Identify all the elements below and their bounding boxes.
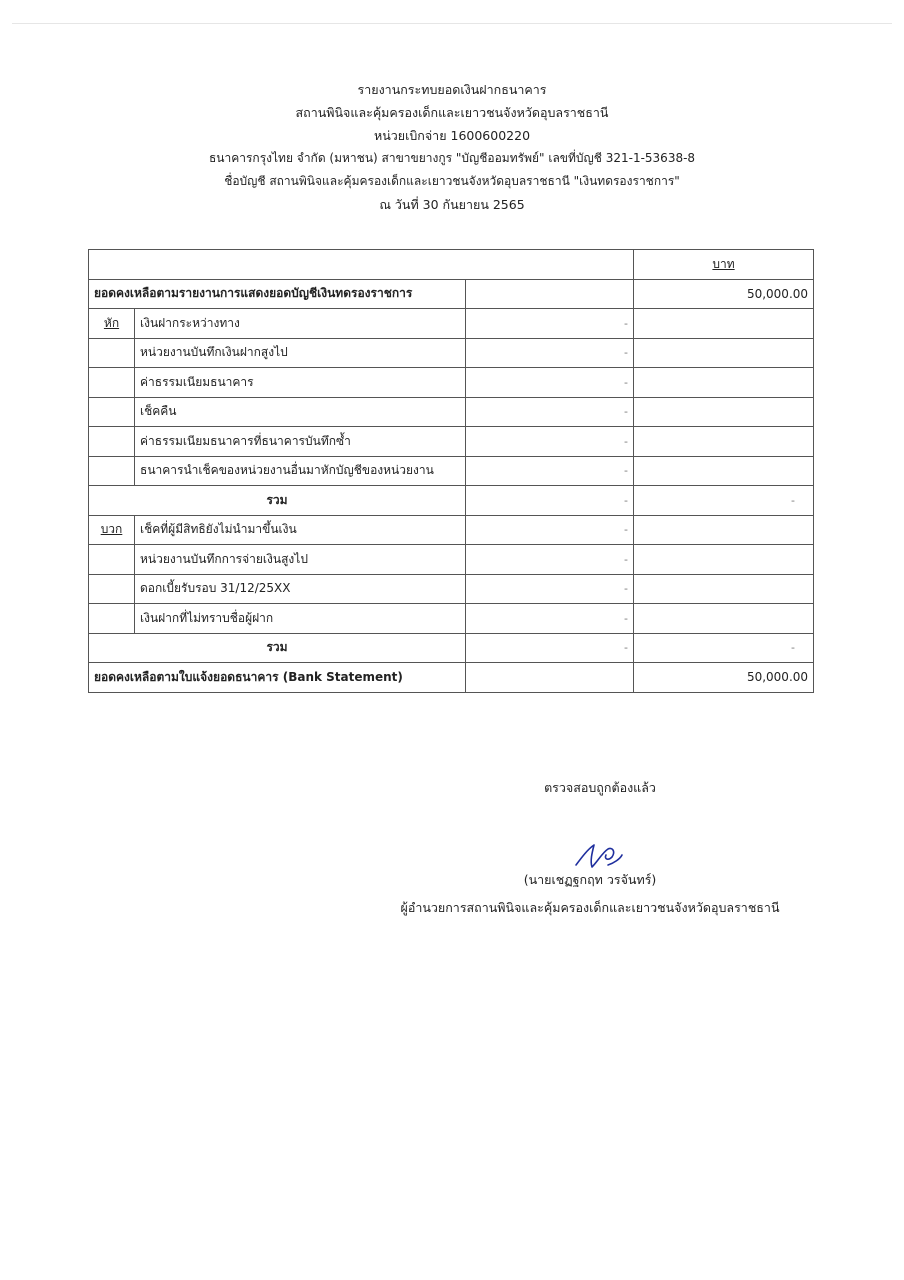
deduct-row [89, 338, 814, 368]
deduct-item-amount: - [466, 427, 634, 457]
add-row [89, 545, 814, 575]
add-item-amount: - [466, 545, 634, 575]
deduct-total-amount: - [466, 486, 634, 516]
closing-balance-row [89, 663, 814, 693]
add-total-amount: - [466, 633, 634, 663]
bank-account-info: ธนาคารกรุงไทย จำกัด (มหาชน) สาขาขยางกูร "บัญชีออมทรัพย์" เลขที่บัญชี 321-1-53638-8 [208, 151, 696, 165]
deduct-item-label: หน่วยงานบันทึกเงินฝากสูงไป [135, 338, 466, 368]
tag-cell [89, 397, 135, 427]
tag-cell [89, 338, 135, 368]
add-item-amount: - [466, 604, 634, 634]
add-total-net: - [634, 633, 814, 663]
report-header [0, 78, 904, 216]
deduct-item-amount: - [466, 368, 634, 398]
reconciliation-table [88, 249, 814, 693]
deduct-item-label: ธนาคารนำเช็คของหน่วยงานอื่นมาหักบัญชีของหน่วยงาน [135, 456, 466, 486]
net-cell [634, 574, 814, 604]
closing-middle-cell [466, 663, 634, 693]
opening-balance-row [89, 279, 814, 309]
deduct-item-label: ค่าธรรมเนียมธนาคารที่ธนาคารบันทึกซ้ำ [135, 427, 466, 457]
net-cell [634, 368, 814, 398]
add-item-label: เงินฝากที่ไม่ทราบชื่อผู้ฝาก [135, 604, 466, 634]
add-item-amount: - [466, 574, 634, 604]
disbursement-unit: หน่วยเบิกจ่าย 1600600220 [373, 128, 531, 143]
tag-cell [89, 427, 135, 457]
header-blank-cell [89, 250, 634, 280]
tag-cell [89, 574, 135, 604]
report-title: รายงานกระทบยอดเงินฝากธนาคาร [357, 82, 547, 97]
add-tag: บวก [89, 515, 135, 545]
deduct-item-amount: - [466, 309, 634, 339]
table-header-row [89, 250, 814, 280]
net-cell [634, 604, 814, 634]
net-cell [634, 338, 814, 368]
deduct-row [89, 368, 814, 398]
account-name: ชื่อบัญชี สถานพินิจและคุ้มครองเด็กและเยาวชนจังหวัดอุบลราชธานี "เงินทดรองราชการ" [224, 174, 680, 188]
closing-balance-label: ยอดคงเหลือตามใบแจ้งยอดธนาคาร (Bank Statement) [89, 663, 466, 693]
deduct-item-amount: - [466, 338, 634, 368]
opening-balance-label: ยอดคงเหลือตามรายงานการแสดงยอดบัญชีเงินทดรองราชการ [89, 279, 466, 309]
deduct-item-amount: - [466, 397, 634, 427]
add-item-label: ดอกเบี้ยรับรอบ 31/12/25XX [135, 574, 466, 604]
signature-mark [568, 835, 628, 875]
net-cell [634, 515, 814, 545]
opening-middle-cell [466, 279, 634, 309]
net-cell [634, 427, 814, 457]
net-cell [634, 309, 814, 339]
deduct-tag: หัก [89, 309, 135, 339]
deduct-item-amount: - [466, 456, 634, 486]
deduct-total-net: - [634, 486, 814, 516]
add-row [89, 574, 814, 604]
deduct-item-label: เช็คคืน [135, 397, 466, 427]
deduct-total-row [89, 486, 814, 516]
deduct-row [89, 309, 814, 339]
net-cell [634, 456, 814, 486]
deduct-total-label: รวม [89, 486, 466, 516]
tag-cell [89, 368, 135, 398]
add-row [89, 604, 814, 634]
add-total-label: รวม [89, 633, 466, 663]
verified-note: ตรวจสอบถูกต้องแล้ว [544, 780, 656, 795]
add-item-label: หน่วยงานบันทึกการจ่ายเงินสูงไป [135, 545, 466, 575]
add-item-amount: - [466, 515, 634, 545]
add-total-row [89, 633, 814, 663]
add-item-label: เช็คที่ผู้มีสิทธิยังไม่นำมาขึ้นเงิน [135, 515, 466, 545]
net-cell [634, 397, 814, 427]
deduct-row [89, 397, 814, 427]
add-row [89, 515, 814, 545]
currency-header: บาท [634, 250, 814, 280]
signer-title: ผู้อำนวยการสถานพินิจและคุ้มครองเด็กและเยาวชนจังหวัดอุบลราชธานี [400, 900, 780, 915]
deduct-row [89, 456, 814, 486]
deduct-item-label: ค่าธรรมเนียมธนาคาร [135, 368, 466, 398]
signer-name: (นายเชฏฐกฤท วรจันทร์) [523, 872, 657, 887]
tag-cell [89, 604, 135, 634]
scan-edge-line [12, 23, 892, 24]
report-date: ณ วันที่ 30 กันยายน 2565 [379, 197, 525, 212]
closing-balance-amount: 50,000.00 [634, 663, 814, 693]
opening-balance-amount: 50,000.00 [634, 279, 814, 309]
agency-name: สถานพินิจและคุ้มครองเด็กและเยาวชนจังหวัดอุบลราชธานี [295, 105, 609, 120]
tag-cell [89, 456, 135, 486]
deduct-item-label: เงินฝากระหว่างทาง [135, 309, 466, 339]
deduct-row [89, 427, 814, 457]
net-cell [634, 545, 814, 575]
tag-cell [89, 545, 135, 575]
handwritten-signature [568, 835, 628, 875]
